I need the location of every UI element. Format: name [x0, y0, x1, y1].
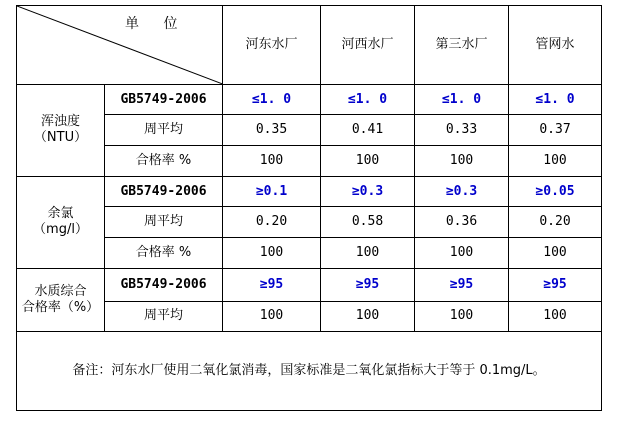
- unit-header-cell: [17, 6, 223, 85]
- standard-value: ≥0.05: [509, 176, 602, 207]
- table-cell: 100: [415, 238, 509, 269]
- standard-value: ≤1. 0: [509, 84, 602, 115]
- table-row: [17, 268, 602, 301]
- standard-value: ≤1. 0: [415, 84, 509, 115]
- table-row: [17, 84, 602, 115]
- section-title-line1: 水质综合: [34, 283, 87, 299]
- table-row: [17, 207, 602, 238]
- table-cell: 0.36: [415, 207, 509, 238]
- row-label: 周平均: [105, 301, 223, 332]
- note-row: [17, 332, 602, 411]
- header-row: [17, 6, 602, 85]
- standard-value: ≤1. 0: [321, 84, 415, 115]
- row-label: 周平均: [105, 207, 223, 238]
- row-label: GB5749-2006: [105, 268, 223, 301]
- section-title-line2: （mg/l）: [33, 222, 88, 238]
- table-cell: 100: [223, 146, 321, 177]
- table-cell: 0.37: [509, 115, 602, 146]
- table-row: [17, 146, 602, 177]
- section-title-line2: （NTU）: [33, 130, 88, 146]
- table-cell: 100: [509, 238, 602, 269]
- table-cell: 100: [509, 301, 602, 332]
- table-cell: 100: [223, 238, 321, 269]
- row-label: GB5749-2006: [105, 84, 223, 115]
- table-cell: 100: [321, 146, 415, 177]
- standard-value: ≥0.3: [321, 176, 415, 207]
- plant-header: 河东水厂: [223, 6, 321, 85]
- table-row: [17, 238, 602, 269]
- standard-value: ≥0.3: [415, 176, 509, 207]
- plant-header: 第三水厂: [415, 6, 509, 85]
- water-quality-table: [16, 5, 602, 411]
- section-title-line1: 浑浊度: [40, 114, 80, 130]
- table-cell: 100: [509, 146, 602, 177]
- plant-header: 河西水厂: [321, 6, 415, 85]
- row-label: 合格率 %: [105, 146, 223, 177]
- table-row: [17, 301, 602, 332]
- unit-label: 单 位: [125, 16, 188, 32]
- standard-value: ≥95: [321, 268, 415, 301]
- section-title: [17, 268, 105, 331]
- table-cell: 100: [415, 146, 509, 177]
- table-cell: 0.20: [223, 207, 321, 238]
- standard-value: ≥0.1: [223, 176, 321, 207]
- diagonal-line: [17, 6, 222, 84]
- table-cell: 100: [321, 301, 415, 332]
- section-title-line1: 余氯: [47, 206, 74, 222]
- table-cell: 100: [415, 301, 509, 332]
- standard-value: ≥95: [509, 268, 602, 301]
- table-cell: 0.33: [415, 115, 509, 146]
- standard-value: ≥95: [223, 268, 321, 301]
- standard-value: ≤1. 0: [223, 84, 321, 115]
- section-title: [17, 84, 105, 176]
- plant-header: 管网水: [509, 6, 602, 85]
- row-label: GB5749-2006: [105, 176, 223, 207]
- row-label: 合格率 %: [105, 238, 223, 269]
- footnote: 备注：河东水厂使用二氧化氯消毒，国家标准是二氧化氯指标大于等于 0.1mg/L。: [17, 332, 602, 411]
- table-cell: 0.58: [321, 207, 415, 238]
- standard-value: ≥95: [415, 268, 509, 301]
- table-row: [17, 115, 602, 146]
- table-cell: 0.41: [321, 115, 415, 146]
- table-cell: 100: [223, 301, 321, 332]
- table-cell: 0.20: [509, 207, 602, 238]
- section-title: [17, 176, 105, 268]
- table-cell: 100: [321, 238, 415, 269]
- row-label: 周平均: [105, 115, 223, 146]
- section-title-line2: 合格率（%）: [21, 299, 100, 315]
- table-row: [17, 176, 602, 207]
- table-cell: 0.35: [223, 115, 321, 146]
